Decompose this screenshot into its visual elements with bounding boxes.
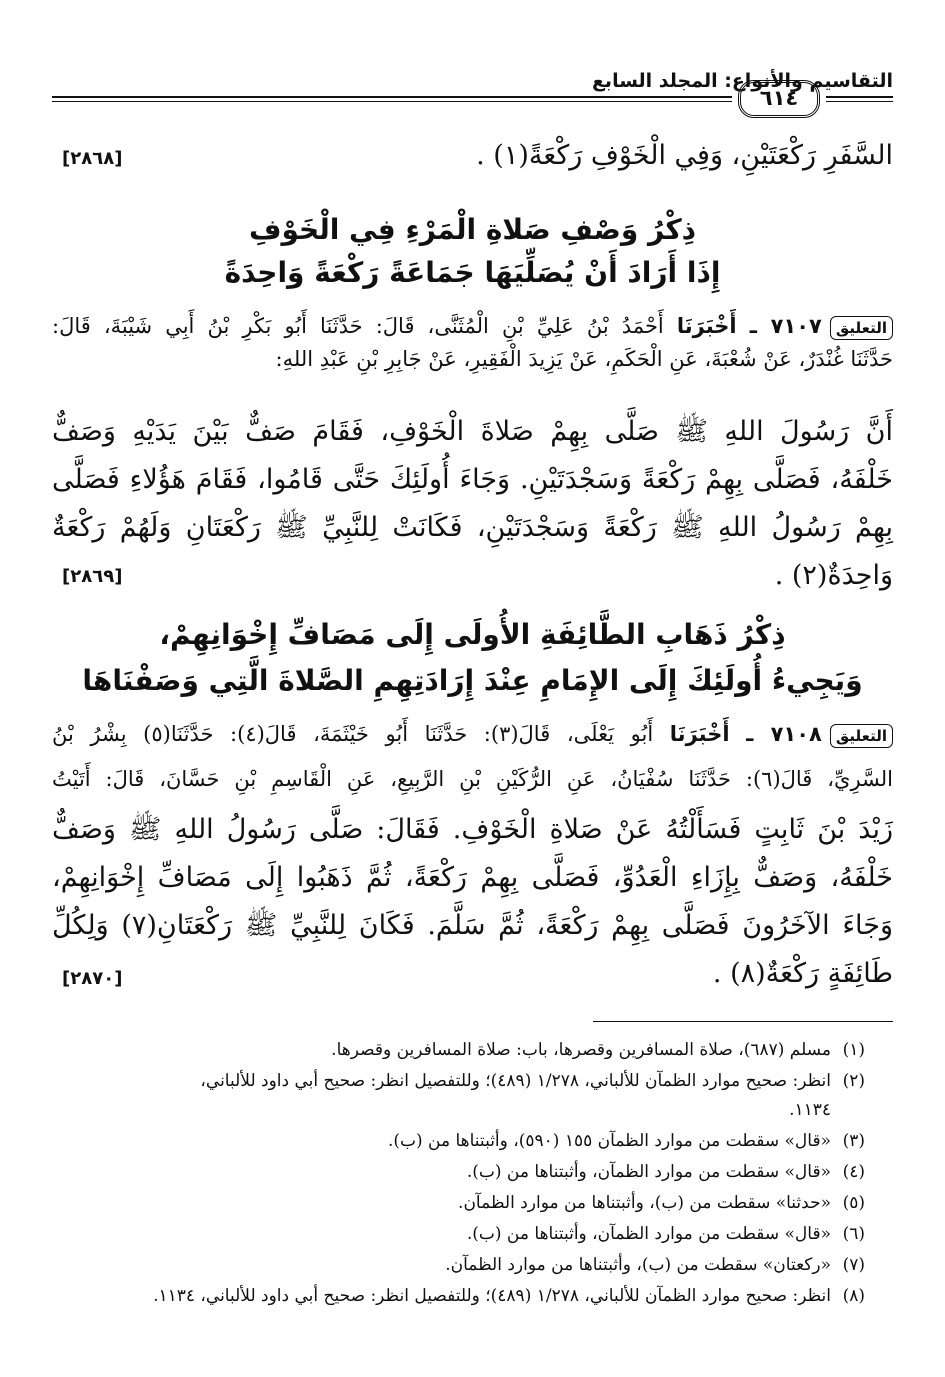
isnad-text: أَبُو يَعْلَى، قَالَ(٣): حَدَّثَنَا أَبُو خَيْثَمَةَ، قَالَ(٤): حَدَّثَنَا(٥) بِشْرُ بْنُ: [52, 722, 654, 746]
footnote-text: ١١٣٤.: [789, 1100, 831, 1120]
section2-heading-line2: وَيَجِيءُ أُولَئِكَ إِلَى الإِمَامِ عِنْدَ إِرَادَتِهِمِ الصَّلاةَ الَّتِي وَصَفْنَاهَا: [82, 664, 863, 697]
isnad-text: أَحْمَدُ بْنُ عَلِيِّ بْنِ الْمُثَنَّى، قَالَ: حَدَّثَنَا أَبُو بَكْرِ بْنُ أَبِي شَيْبَةَ، قَالَ:: [52, 314, 664, 338]
footnote-3: [52, 1128, 865, 1154]
hadith-7107-matn-line3: بِهِمْ رَسُولُ اللهِ ﷺ رَكْعَةً وَسَجْدَتَيْنِ، فَكَانَتْ لِلنَّبِيِّ ﷺ رَكْعَتَانِ وَلَهُمْ رَكْعَةٌ: [52, 512, 893, 543]
footnote-text: انظر: صحيح موارد الظمآن للألباني، ١/٢٧٨ (٤٨٩)؛ وللتفصيل انظر: صحيح أبي داود للألباني، ١١٣٤.: [153, 1286, 831, 1306]
footnote-separator: [593, 1021, 893, 1022]
footnote-8: [52, 1283, 865, 1309]
opening-ref: [٢٨٦٨]: [62, 148, 123, 169]
footnote-2-cont: [52, 1097, 865, 1123]
taliq-badge: التعليق: [830, 724, 893, 748]
header-rule-left: [52, 96, 732, 98]
hadith-7107-isnad-line1: [52, 311, 893, 341]
hadith-7108-ref: [٢٨٧٠]: [62, 968, 123, 989]
footnote-number: (٣): [842, 1131, 865, 1151]
footnote-text: «ركعتان» سقطت من (ب)، وأثبتناها من موارد الظمآن.: [445, 1255, 831, 1275]
footnote-number: (٥): [842, 1193, 865, 1213]
footnote-number: (٧): [842, 1255, 865, 1275]
footnote-number: (٦): [842, 1224, 865, 1244]
footnote-text: «قال» سقطت من موارد الظمآن ١٥٥ (٥٩٠)، وأثبتناها من (ب).: [387, 1131, 831, 1151]
hadith-7108-matn-line2: خَلْفَهُ، وَصَفٌّ بِإِزَاءِ الْعَدُوِّ، فَصَلَّى بِهِمْ رَكْعَةً، ثُمَّ ذَهَبُوا إِلَى مَصَافِّ إِخْوَانِهِمْ،: [52, 862, 893, 893]
akhbarana-word: أَخْبَرَنَا: [669, 722, 730, 746]
section1-heading-line1: ذِكْرُ وَصْفِ صَلاةِ الْمَرْءِ فِي الْخَوْفِ: [248, 213, 697, 246]
opening-text: السَّفَرِ رَكْعَتَيْنِ، وَفِي الْخَوْفِ رَكْعَةً(١) .: [476, 140, 893, 171]
footnote-number: (٢): [842, 1071, 865, 1091]
hadith-7108-isnad-line1: [52, 719, 893, 749]
hadith-7107-ref: [٢٨٦٩]: [62, 566, 123, 587]
hadith-number: ٧١٠٨ ـ: [746, 722, 822, 746]
hadith-7108-isnad-line2: السَّرِيِّ، قَالَ(٦): حَدَّثَنَا سُفْيَانُ، عَنِ الرُّكَيْنِ بْنِ الرَّبِيعِ، عَنِ الْقَاسِمِ بْنِ حَسَّانَ، قَالَ: أَتَيْتُ: [52, 767, 893, 791]
section1-heading-line2: إِذَا أَرَادَ أَنْ يُصَلِّيَهَا جَمَاعَةً رَكْعَةً وَاحِدَةً: [224, 256, 721, 289]
hadith-7107-matn-line1: أَنَّ رَسُولَ اللهِ ﷺ صَلَّى بِهِمْ صَلاةَ الْخَوْفِ، فَقَامَ صَفٌّ بَيْنَ يَدَيْهِ وَصَفٌّ: [52, 416, 893, 447]
header-rule-right-thin: [826, 101, 893, 102]
footnote-text: انظر: صحيح موارد الظمآن للألباني، ١/٢٧٨ (٤٨٩)؛ وللتفصيل انظر: صحيح أبي داود للألباني،: [200, 1071, 831, 1091]
footnote-text: «حدثنا» سقطت من (ب)، وأثبتناها من موارد الظمآن.: [458, 1193, 831, 1213]
hadith-7108-matn-line4: طَائِفَةٍ رَكْعَةٌ(٨) .: [712, 958, 893, 989]
header-rule-right: [826, 96, 893, 98]
taliq-badge: التعليق: [830, 316, 893, 340]
footnote-text: «قال» سقطت من موارد الظمآن، وأثبتناها من (ب).: [466, 1162, 831, 1182]
footnote-5: [52, 1190, 865, 1216]
hadith-7107-isnad-line2: حَدَّثَنَا غُنْدَرٌ، عَنْ شُعْبَةَ، عَنِ الْحَكَمِ، عَنْ يَزِيدَ الْفَقِيرِ، عَنْ جَابِرِ بْنِ عَبْدِ اللهِ:: [275, 347, 893, 371]
footnote-text: «قال» سقطت من موارد الظمآن، وأثبتناها من (ب).: [466, 1224, 831, 1244]
footnote-number: (٤): [842, 1162, 865, 1182]
akhbarana-word: أَخْبَرَنَا: [676, 314, 737, 338]
hadith-7108-matn-line3: وَجَاءَ الآخَرُونَ فَصَلَّى بِهِمْ رَكْعَةً، ثُمَّ سَلَّمَ. فَكَانَ لِلنَّبِيِّ ﷺ رَكْعَتَانِ(٧) وَلِكُلِّ: [52, 910, 893, 941]
footnote-text: مسلم (٦٨٧)، صلاة المسافرين وقصرها، باب: صلاة المسافرين وقصرها.: [331, 1040, 831, 1060]
hadith-7108-matn-line1: زَيْدَ بْنَ ثَابِتٍ فَسَأَلْتُهُ عَنْ صَلاةِ الْخَوْفِ. فَقَالَ: صَلَّى رَسُولُ اللهِ ﷺ وَصَفٌّ: [52, 814, 893, 845]
footnote-1: [52, 1037, 865, 1063]
hadith-7107-matn-line4: وَاحِدَةٌ(٢) .: [774, 560, 893, 591]
page-number: ٦١٤: [738, 80, 820, 118]
footnote-number: (٨): [842, 1286, 865, 1306]
hadith-7107-matn-line2: خَلْفَهُ، فَصَلَّى بِهِمْ رَكْعَةً وَسَجْدَتَيْنِ. وَجَاءَ أُولَئِكَ حَتَّى قَامُوا، فَقَامَ هَؤُلاءِ فَصَلَّى: [52, 464, 893, 495]
footnote-number: (١): [842, 1040, 865, 1060]
footnote-6: [52, 1221, 865, 1247]
section2-heading-line1: ذِكْرُ ذَهَابِ الطَّائِفَةِ الأُولَى إِلَى مَصَافِّ إِخْوَانِهِمْ،: [159, 618, 786, 651]
footnote-7: [52, 1252, 865, 1278]
running-title: التقاسيم والأنواع: المجلد السابع: [591, 70, 893, 92]
header-rule-left-thin: [52, 101, 732, 102]
footnote-2: [52, 1068, 865, 1094]
hadith-number: ٧١٠٧ ـ: [749, 314, 822, 338]
footnote-4: [52, 1159, 865, 1185]
